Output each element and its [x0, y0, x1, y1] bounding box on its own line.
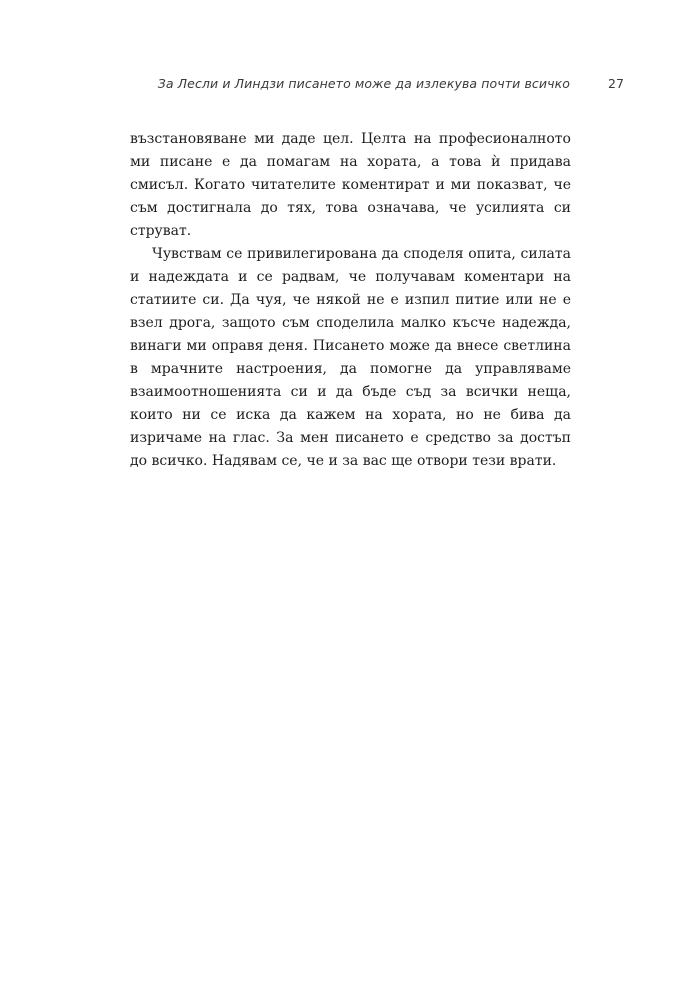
running-header: За Лесли и Линдзи писането може да излекува почти всичко: [157, 76, 570, 91]
paragraph: възстановяване ми даде цел. Целта на професионалното ми писане е да помагам на хората, а това ѝ придава смисъл. Когато читателите коментират и ми показват, че съм достигнала до тях, това означава, че усилията си струват.: [130, 131, 571, 239]
page-number: 27: [608, 76, 624, 91]
body-text: [130, 128, 571, 473]
paragraph: Чувствам се привилегирована да споделя опита, силата и надеждата и се радвам, че получавам коментари на статиите си. Да чуя, че някой не е изпил питие или не е взел дрога, защото съм споделила малко късче надежда, винаги ми оправя деня. Писането може да внесе светлина в мрачните настроения, да помогне да управляваме взаимоотношенията си и да бъде съд за всички неща, които ни се иска да кажем на хората, но не бива да изричаме на глас. За мен писането е средство за достъп до всичко. Надявам се, че и за вас ще отвори тези врати.: [130, 246, 571, 469]
